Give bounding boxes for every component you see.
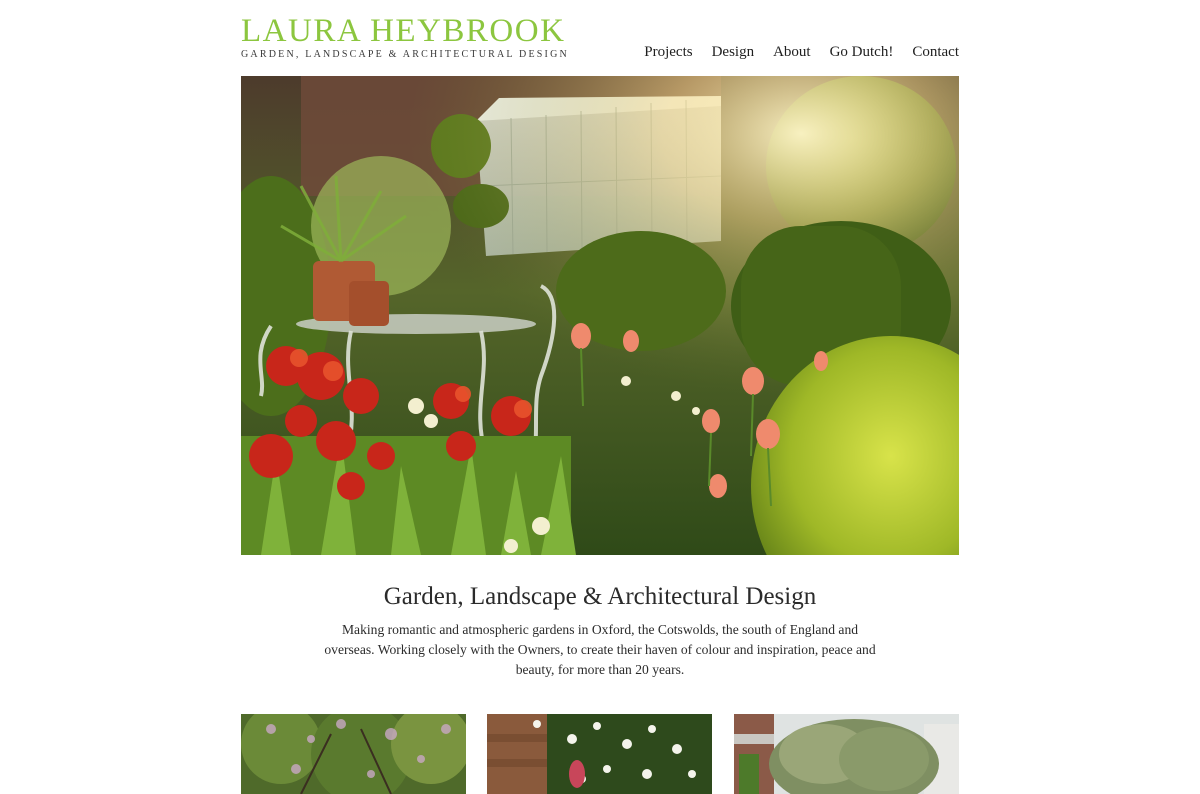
main-nav: [625, 42, 959, 62]
garden-hero-photo: [241, 76, 959, 555]
olive-tree-photo: [734, 714, 959, 794]
hero-image: [241, 76, 959, 555]
nav-link-contact[interactable]: Contact: [912, 44, 959, 60]
nav-link-go-dutch[interactable]: Go Dutch!: [829, 44, 894, 60]
nav-link-projects[interactable]: Projects: [644, 44, 693, 60]
thumbnail-olive-tree[interactable]: [734, 714, 959, 794]
blossom-tree-photo: [241, 714, 466, 794]
site-logo[interactable]: [241, 14, 569, 61]
thumbnail-jasmine-wall[interactable]: [487, 714, 712, 794]
thumbnail-blossom-tree[interactable]: [241, 714, 466, 794]
intro-heading: Garden, Landscape & Architectural Design: [383, 583, 817, 610]
logo-tagline: GARDEN, LANDSCAPE & ARCHITECTURAL DESIGN: [241, 49, 569, 60]
logo-title: LAURA HEYBROOK: [241, 13, 566, 49]
nav-link-design[interactable]: Design: [711, 44, 755, 60]
intro-section: [241, 578, 959, 680]
intro-body: Making romantic and atmospheric gardens in Oxford, the Cotswolds, the south of England and overseas. Working closely with the Owners, to create their haven of colour and inspiration, peace and beauty, for more than 20 years.: [324, 622, 876, 677]
thumbnail-row: [241, 714, 959, 794]
nav-link-about[interactable]: About: [773, 44, 811, 60]
jasmine-wall-photo: [487, 714, 712, 794]
site-header: [241, 14, 959, 74]
